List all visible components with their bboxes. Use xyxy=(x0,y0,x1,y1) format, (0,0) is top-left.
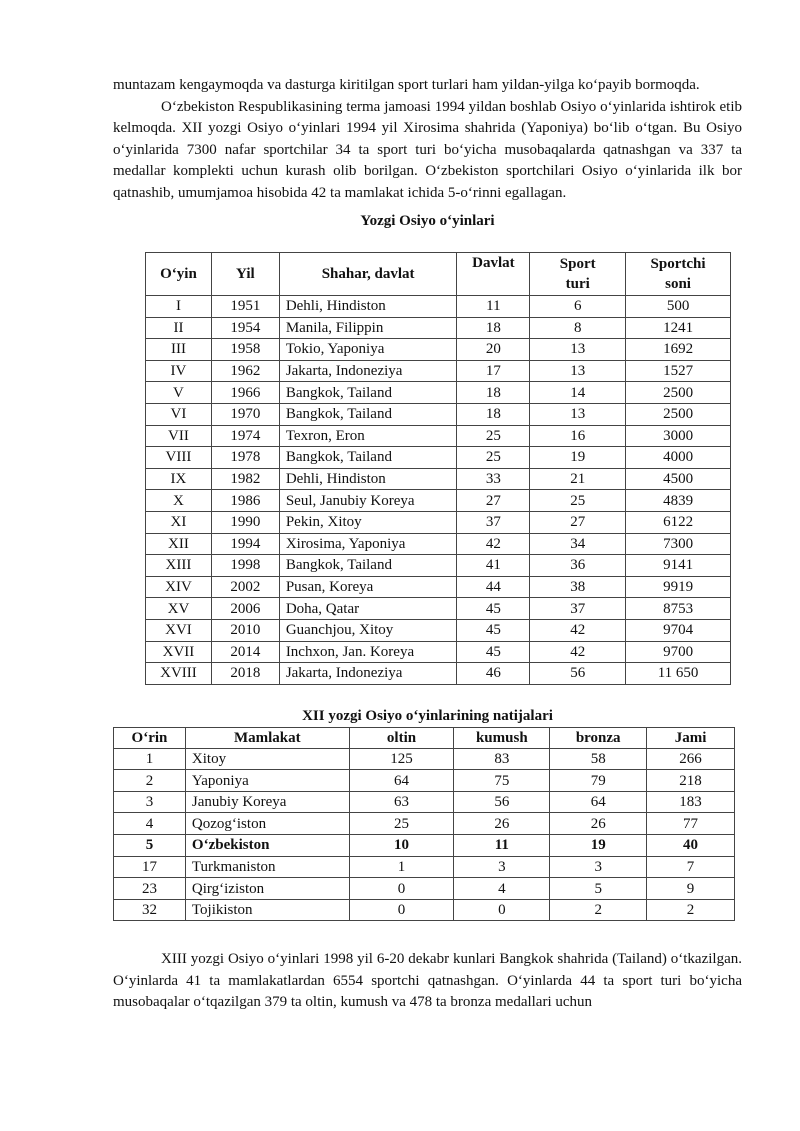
header-country: Mamlakat xyxy=(185,727,349,748)
table-cell: 1692 xyxy=(626,339,731,361)
table-header-row xyxy=(146,253,731,296)
table-row xyxy=(146,619,731,641)
table-cell: 10 xyxy=(349,835,454,857)
table-cell: 1970 xyxy=(211,403,279,425)
header-athletes-line2: soni xyxy=(665,276,691,292)
table-cell: 218 xyxy=(647,770,735,792)
table-cell: 266 xyxy=(647,748,735,770)
table-cell: Dehli, Hindiston xyxy=(279,468,457,490)
table-cell: 27 xyxy=(530,511,626,533)
table-cell: X xyxy=(146,490,212,512)
table-row xyxy=(146,403,731,425)
table-cell: XI xyxy=(146,511,212,533)
table-cell: 45 xyxy=(457,619,530,641)
table-cell: Tojikiston xyxy=(185,899,349,921)
table-row xyxy=(146,555,731,577)
table-cell: 44 xyxy=(457,576,530,598)
table-cell: 3 xyxy=(550,856,647,878)
paragraph-uzbekistan-asian-games: O‘zbekiston Respublikasining terma jamoasi 1994 yildan boshlab Osiyo o‘yinlarida ishtirok etib kelmoqda. XII yozgi Osiyo o‘yinlari 1994 yil Xirosima shahrida (Yaponiya) bo‘lib o‘tgan. Bu Osiyo o‘yinlarida 7300 nafar sportchilar 34 ta sport turi bo‘yicha musobaqalarda qatnashgan va 337 ta medallar komplekti uchun kurash olib borilgan. O‘zbekiston sportchilari Osiyo o‘yinlarida ilk bor qatnashib, umumjamoa hisobida 42 ta mamlakat ichida 5-o‘rinni egallagan. xyxy=(113,98,742,201)
table-cell: Seul, Janubiy Koreya xyxy=(279,490,457,512)
table-cell: Texron, Eron xyxy=(279,425,457,447)
table-cell: 19 xyxy=(550,835,647,857)
table-cell: Xitoy xyxy=(185,748,349,770)
table-cell: 2 xyxy=(550,899,647,921)
table-cell: II xyxy=(146,317,212,339)
header-city-country: Shahar, davlat xyxy=(279,253,457,296)
paragraph-intro: muntazam kengaymoqda va dasturga kiritilgan sport turlari ham yildan-yilga ko‘payib bormoqda. xyxy=(113,77,700,93)
table-cell: 42 xyxy=(530,619,626,641)
table-cell: 77 xyxy=(647,813,735,835)
table-cell: Bangkok, Tailand xyxy=(279,403,457,425)
table-cell: 9919 xyxy=(626,576,731,598)
table-cell: 2500 xyxy=(626,403,731,425)
table-cell: 11 650 xyxy=(626,663,731,685)
table-row xyxy=(114,899,735,921)
table-row xyxy=(146,382,731,404)
table-cell: XV xyxy=(146,598,212,620)
table-cell: 4 xyxy=(454,878,550,900)
table-cell: I xyxy=(146,296,212,318)
table-cell: 2010 xyxy=(211,619,279,641)
table-cell: Jakarta, Indoneziya xyxy=(279,663,457,685)
table-cell: 1 xyxy=(349,856,454,878)
table-cell: 2014 xyxy=(211,641,279,663)
header-athletes-line1: Sportchi xyxy=(650,256,706,272)
table-cell: Bangkok, Tailand xyxy=(279,447,457,469)
table-cell: 1 xyxy=(114,748,186,770)
table-cell: Pekin, Xitoy xyxy=(279,511,457,533)
table-row xyxy=(146,360,731,382)
table-cell: 3 xyxy=(454,856,550,878)
table-cell: 14 xyxy=(530,382,626,404)
header-sport-line2: turi xyxy=(565,276,590,292)
table-cell: XVI xyxy=(146,619,212,641)
table-cell: 1982 xyxy=(211,468,279,490)
table-cell: 34 xyxy=(530,533,626,555)
table-cell: 32 xyxy=(114,899,186,921)
table-cell: 1241 xyxy=(626,317,731,339)
paragraph-xiii-games: XIII yozgi Osiyo o‘yinlari 1998 yil 6-20 dekabr kunlari Bangkok shahrida (Tailand) o‘tkazilgan. O‘yinlarda 41 ta mamlakatlardan 6554 sportchi qatnashgan. O‘yinlarda 44 ta sport turi bo‘yicha musobaqalar o‘tqazilgan 379 ta oltin, kumush va 478 ta bronza medallari uchun xyxy=(113,951,742,1011)
table-row xyxy=(146,490,731,512)
table-cell: 63 xyxy=(349,791,454,813)
table-cell: 1954 xyxy=(211,317,279,339)
table-cell: 1951 xyxy=(211,296,279,318)
table-cell: 3 xyxy=(114,791,186,813)
header-silver: kumush xyxy=(454,727,550,748)
table-cell: Turkmaniston xyxy=(185,856,349,878)
table-cell: 9704 xyxy=(626,619,731,641)
table-cell: VIII xyxy=(146,447,212,469)
table-cell: 16 xyxy=(530,425,626,447)
table-row xyxy=(146,317,731,339)
table-cell: 41 xyxy=(457,555,530,577)
table-cell: 9141 xyxy=(626,555,731,577)
table-cell: V xyxy=(146,382,212,404)
table-cell: 23 xyxy=(114,878,186,900)
table-cell: 11 xyxy=(457,296,530,318)
header-rank: O‘rin xyxy=(114,727,186,748)
table-cell: 18 xyxy=(457,382,530,404)
table-cell: 5 xyxy=(114,835,186,857)
table-cell: VI xyxy=(146,403,212,425)
table-row xyxy=(146,339,731,361)
table-cell: 4839 xyxy=(626,490,731,512)
table-cell: 42 xyxy=(530,641,626,663)
table-cell: 500 xyxy=(626,296,731,318)
table-cell: 125 xyxy=(349,748,454,770)
table-cell: Bangkok, Tailand xyxy=(279,382,457,404)
table-cell: Guanchjou, Xitoy xyxy=(279,619,457,641)
table-cell: 1998 xyxy=(211,555,279,577)
table-cell: Manila, Filippin xyxy=(279,317,457,339)
table-cell: XVIII xyxy=(146,663,212,685)
table-cell: 4 xyxy=(114,813,186,835)
header-gold: oltin xyxy=(349,727,454,748)
table-cell: 64 xyxy=(550,791,647,813)
table-cell: Xirosima, Yaponiya xyxy=(279,533,457,555)
table-cell: 18 xyxy=(457,317,530,339)
table-cell: Doha, Qatar xyxy=(279,598,457,620)
table-row xyxy=(114,791,735,813)
table-cell: 1527 xyxy=(626,360,731,382)
table-cell: 8 xyxy=(530,317,626,339)
table-cell: 36 xyxy=(530,555,626,577)
table-row xyxy=(114,748,735,770)
table-row xyxy=(146,447,731,469)
header-bronze: bronza xyxy=(550,727,647,748)
table-cell: 0 xyxy=(454,899,550,921)
table-row xyxy=(114,770,735,792)
table-cell: Inchxon, Jan. Koreya xyxy=(279,641,457,663)
table-cell: 9700 xyxy=(626,641,731,663)
table-cell: Dehli, Hindiston xyxy=(279,296,457,318)
table-cell: 37 xyxy=(457,511,530,533)
table-cell: 9 xyxy=(647,878,735,900)
table-cell: 26 xyxy=(454,813,550,835)
table-cell: 64 xyxy=(349,770,454,792)
table-cell: 46 xyxy=(457,663,530,685)
table-cell: 2500 xyxy=(626,382,731,404)
table-cell: 18 xyxy=(457,403,530,425)
table-cell: 7300 xyxy=(626,533,731,555)
table-cell: III xyxy=(146,339,212,361)
table-cell: 1958 xyxy=(211,339,279,361)
table-cell: 11 xyxy=(454,835,550,857)
table-cell: Jakarta, Indoneziya xyxy=(279,360,457,382)
table-cell: 17 xyxy=(457,360,530,382)
table-row xyxy=(114,878,735,900)
table-title-xii-results: XII yozgi Osiyo o‘yinlarining natijalari xyxy=(302,707,553,724)
header-sport-line1: Sport xyxy=(559,256,596,272)
table-cell: 2006 xyxy=(211,598,279,620)
summer-asian-games-table xyxy=(145,252,731,685)
table-row xyxy=(146,598,731,620)
table-cell: 8753 xyxy=(626,598,731,620)
table-cell: Qirg‘iziston xyxy=(185,878,349,900)
table-cell: 1962 xyxy=(211,360,279,382)
header-year: Yil xyxy=(211,253,279,296)
table-cell: 25 xyxy=(530,490,626,512)
table-cell: XVII xyxy=(146,641,212,663)
table-cell: 27 xyxy=(457,490,530,512)
table-cell: 4500 xyxy=(626,468,731,490)
header-sport-types xyxy=(530,253,626,296)
table-cell: IX xyxy=(146,468,212,490)
table-cell: 183 xyxy=(647,791,735,813)
table-cell: 0 xyxy=(349,899,454,921)
table-cell: 45 xyxy=(457,641,530,663)
table-cell: 40 xyxy=(647,835,735,857)
table-cell: XII xyxy=(146,533,212,555)
table-cell: 6 xyxy=(530,296,626,318)
table-cell: 1994 xyxy=(211,533,279,555)
table-cell: 26 xyxy=(550,813,647,835)
table-cell: Bangkok, Tailand xyxy=(279,555,457,577)
table-cell: 1990 xyxy=(211,511,279,533)
table-cell: 5 xyxy=(550,878,647,900)
header-athletes xyxy=(626,253,731,296)
table-cell: 2 xyxy=(647,899,735,921)
table-cell: Pusan, Koreya xyxy=(279,576,457,598)
table-cell: 6122 xyxy=(626,511,731,533)
table-cell: 25 xyxy=(457,425,530,447)
table-cell: 37 xyxy=(530,598,626,620)
table-cell: 17 xyxy=(114,856,186,878)
table-header-row xyxy=(114,727,735,748)
table-cell: 1986 xyxy=(211,490,279,512)
table-title-summer-asian-games: Yozgi Osiyo o‘yinlari xyxy=(360,213,495,229)
table-cell: 83 xyxy=(454,748,550,770)
table-row xyxy=(146,576,731,598)
table-cell: XIV xyxy=(146,576,212,598)
header-game: O‘yin xyxy=(146,253,212,296)
table-cell: 45 xyxy=(457,598,530,620)
table-cell: 13 xyxy=(530,403,626,425)
table-cell: XIII xyxy=(146,555,212,577)
table-cell: 56 xyxy=(454,791,550,813)
header-countries: Davlat xyxy=(457,253,530,296)
table-cell: 1966 xyxy=(211,382,279,404)
table-row xyxy=(114,856,735,878)
table-row xyxy=(146,425,731,447)
table-row xyxy=(146,641,731,663)
table-cell: 7 xyxy=(647,856,735,878)
table-cell: IV xyxy=(146,360,212,382)
table-cell: 19 xyxy=(530,447,626,469)
table-row xyxy=(146,663,731,685)
table-row xyxy=(114,813,735,835)
table-cell: 2018 xyxy=(211,663,279,685)
table-cell: 0 xyxy=(349,878,454,900)
table-cell: 13 xyxy=(530,339,626,361)
header-total: Jami xyxy=(647,727,735,748)
table-cell: 75 xyxy=(454,770,550,792)
table-row xyxy=(114,835,735,857)
table-cell: 42 xyxy=(457,533,530,555)
table-cell: 58 xyxy=(550,748,647,770)
table-cell: Qozog‘iston xyxy=(185,813,349,835)
table-cell: 33 xyxy=(457,468,530,490)
table-cell: O‘zbekiston xyxy=(185,835,349,857)
table-cell: 3000 xyxy=(626,425,731,447)
table-cell: 2002 xyxy=(211,576,279,598)
table-row xyxy=(146,296,731,318)
table-row xyxy=(146,533,731,555)
table-cell: Janubiy Koreya xyxy=(185,791,349,813)
xii-games-results-table xyxy=(113,727,735,922)
table-cell: 4000 xyxy=(626,447,731,469)
table-cell: 25 xyxy=(349,813,454,835)
table-cell: 1978 xyxy=(211,447,279,469)
document-page xyxy=(113,0,742,1014)
table-cell: Tokio, Yaponiya xyxy=(279,339,457,361)
table-cell: Yaponiya xyxy=(185,770,349,792)
table-row xyxy=(146,468,731,490)
table-cell: 13 xyxy=(530,360,626,382)
table-cell: VII xyxy=(146,425,212,447)
table-cell: 38 xyxy=(530,576,626,598)
table-row xyxy=(146,511,731,533)
table-cell: 2 xyxy=(114,770,186,792)
table-cell: 25 xyxy=(457,447,530,469)
table-cell: 20 xyxy=(457,339,530,361)
table-cell: 56 xyxy=(530,663,626,685)
table-cell: 79 xyxy=(550,770,647,792)
table-cell: 1974 xyxy=(211,425,279,447)
table-cell: 21 xyxy=(530,468,626,490)
